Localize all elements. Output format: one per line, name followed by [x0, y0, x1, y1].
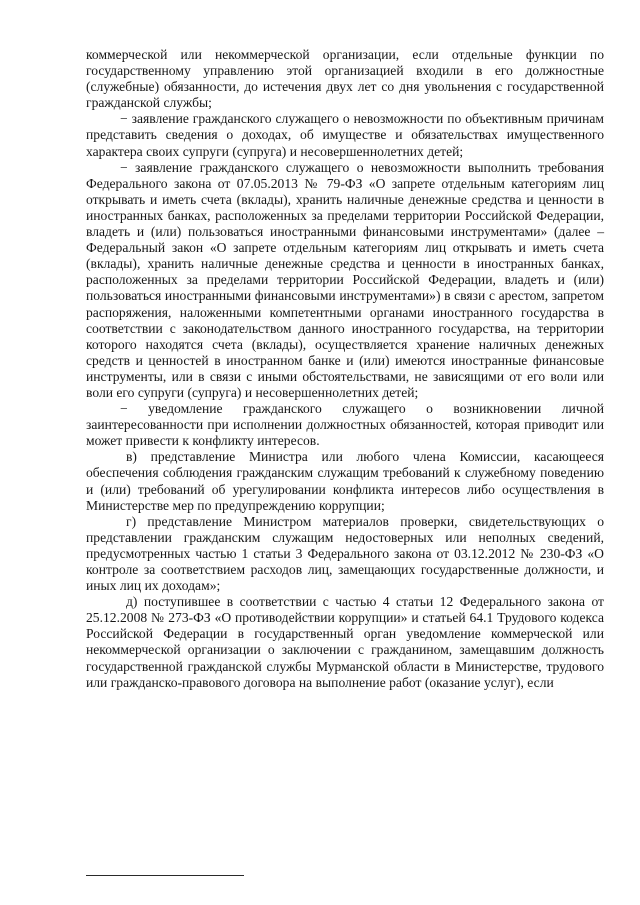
paragraph-conflict-notice: − уведомление гражданского служащего о возникновении личной заинтересованности при исполнении должностных обязанностей, которая приводит или может привести к конфликту интересов.	[86, 401, 604, 449]
paragraph-item-d: д) поступившее в соответствии с частью 4 статьи 12 Федерального закона от 25.12.2008 № 273-ФЗ «О противодействии коррупции» и статьей 64.1 Трудового кодекса Российской Федерации в государственный орган уведомление коммерческой или некоммерческой организации о заключении с гражданином, замещавшим должность государственной гражданской службы Мурманской области в Министерстве, трудового или гражданско-правового договора на выполнение работ (оказание услуг), если	[86, 594, 604, 690]
paragraph-foreign-accounts: − заявление гражданского служащего о невозможности выполнить требования Федерального закона от 07.05.2013 № 79-ФЗ «О запрете отдельным категориям лиц открывать и иметь счета (вклады), хранить наличные денежные средства и ценности в иностранных банках, расположенных за пределами территории Российской Федерации, владеть и (или) пользоваться иностранными финансовыми инструментами» (далее – Федеральный закон «О запрете отдельным категориям лиц открывать и иметь счета (вклады), хранить наличные денежные средства и ценности в иностранных банках, расположенных за пределами территории Российской Федерации, владеть и (или) пользоваться иностранными финансовыми инструментами») в связи с арестом, запретом распоряжения, наложенными компетентными органами иностранного государства в соответствии с законодательством данного иностранного государства, на территории которого находятся счета (вклады), осуществляется хранение наличных денежных средств и ценностей в иностранном банке и (или) имеются иностранные финансовые инструменты, или в связи с иными обстоятельствами, не зависящими от его воли или воли его супруги (супруга) и несовершеннолетних детей;	[86, 159, 604, 400]
paragraph-continuation: коммерческой или некоммерческой организации, если отдельные функции по государственному управлению этой организацией входили в его должностные (служебные) обязанности, до истечения двух лет со дня увольнения с государственной гражданской службы;	[86, 47, 604, 111]
paragraph-item-v: в) представление Министра или любого члена Комиссии, касающееся обеспечения соблюдения гражданским служащим требований к служебному поведению и (или) требований об урегулировании конфликта интересов либо осуществления в Министерстве мер по предупреждению коррупции;	[86, 449, 604, 513]
document-body	[86, 47, 604, 691]
paragraph-item-g: г) представление Министром материалов проверки, свидетельствующих о представлении гражданским служащим недостоверных или неполных сведений, предусмотренных частью 1 статьи 3 Федерального закона от 03.12.2012 № 230-ФЗ «О контроле за соответствием расходов лиц, замещающих государственные должности, и иных лиц их доходам»;	[86, 513, 604, 594]
paragraph-income-statement: − заявление гражданского служащего о невозможности по объективным причинам представить сведения о доходах, об имуществе и обязательствах имущественного характера своих супруги (супруга) и несовершеннолетних детей;	[86, 111, 604, 159]
footnote-divider	[86, 875, 244, 876]
